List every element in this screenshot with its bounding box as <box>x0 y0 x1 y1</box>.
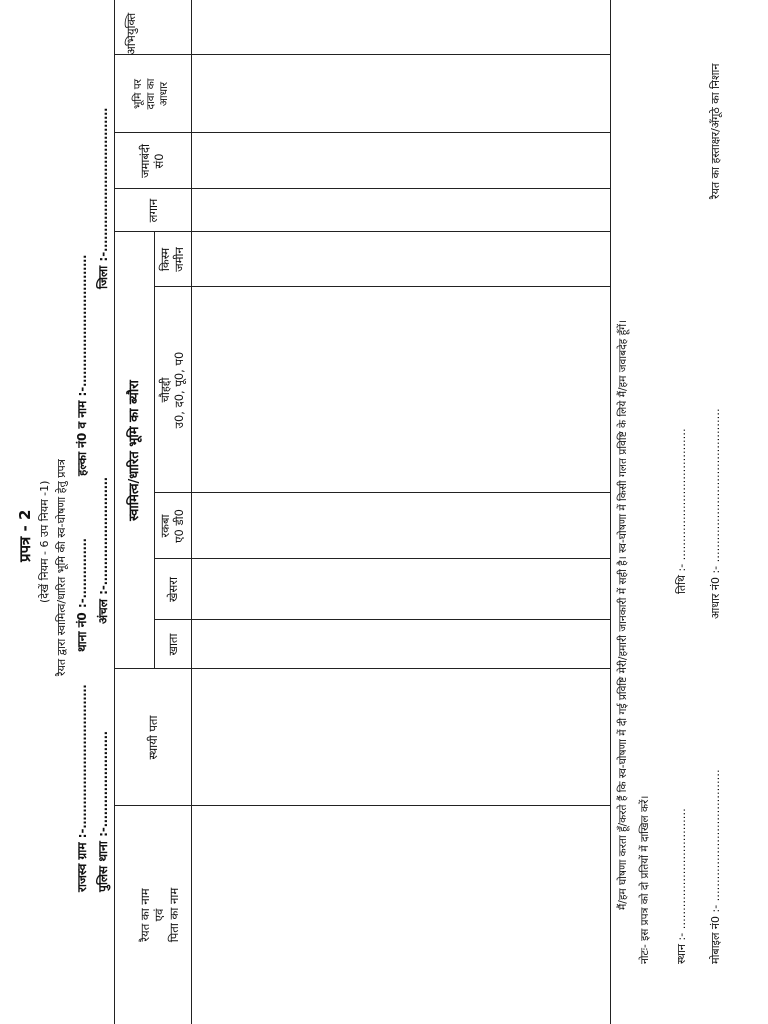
col-line-4 <box>154 558 610 559</box>
col-line-6 <box>154 286 610 287</box>
header-chauhaddi-line1: चौहद्दी <box>158 377 172 403</box>
col-line-3 <box>154 619 610 620</box>
header-jamabandi-line1: जमाबंदी <box>138 143 152 179</box>
header-name-line3: पिता का नाम <box>166 887 181 943</box>
header-basis-line3: आधार <box>158 81 171 107</box>
district-field: जिला :-……………………………… <box>96 107 110 289</box>
aadhaar-field: आधार नं0 :- …………………………………… <box>709 408 722 619</box>
revenue-village-field: राजस्व ग्राम :-……………………………… <box>75 684 89 892</box>
signature-label: रैयत का हस्ताक्षर/अँगूठे का निशान <box>709 63 722 199</box>
col-line-2 <box>114 668 610 669</box>
header-bottom-border <box>191 0 192 1024</box>
header-jamabandi <box>138 133 167 189</box>
col-line-7 <box>114 231 610 232</box>
col-line-9 <box>114 132 610 133</box>
header-land-group: स्वामित्व/धारित भूमि का ब्यौरा <box>127 380 142 521</box>
halka-field: हल्का नं0 व नाम :-…………………………… <box>75 254 89 476</box>
header-basis <box>132 55 171 133</box>
header-basis-line1: भूमि पर <box>132 79 144 109</box>
police-station-field: पुलिस थाना :-…………………… <box>96 731 110 892</box>
col-line-8 <box>114 188 610 189</box>
mobile-field: मोबाइल नं0 :- ……………………………… <box>709 769 722 964</box>
form-subtitle: (देखें नियम - 6 उप नियम -1) <box>38 480 51 603</box>
header-name-line1: रैयत का नाम <box>138 888 152 942</box>
place-field: स्थान :- …………………………… <box>675 808 688 964</box>
header-remarks: अभियुक्ति <box>124 12 138 55</box>
thana-no-field: थाना नं0 :-…………… <box>75 538 89 652</box>
form-description: रैयत द्वारा स्वामित्व/धारित भूमि की स्व-घोषणा हेतु प्रपत्र <box>55 459 68 676</box>
header-rakba-line1: रकबा <box>158 514 172 538</box>
header-khata: खाता <box>166 633 180 656</box>
header-kism-line1: किस्म <box>158 247 172 272</box>
header-chauhaddi-line2: उ0, द0, पू0, प0 <box>172 351 187 429</box>
date-field: तिथि :- ……………………………… <box>675 428 688 594</box>
col-line-5 <box>154 492 610 493</box>
note-text: नोटः- इस प्रपत्र को दो प्रतियों में दाखिल करें। <box>639 795 651 964</box>
header-name-line2: एवं <box>152 908 167 922</box>
header-kism <box>158 232 187 287</box>
anchal-field: अंचल :-……………………… <box>96 477 110 624</box>
header-rakba <box>158 493 187 559</box>
header-address: स्थायी पता <box>146 715 160 760</box>
header-kism-line2: जमीन <box>172 247 187 272</box>
header-name <box>138 806 181 1024</box>
header-basis-line2: दावा का <box>145 78 158 110</box>
header-rakba-line2: ए0 डी0 <box>172 509 187 543</box>
declaration-text: मैं/हम घोषणा करता हूँ/करते हैं कि स्व-घोषणा में दी गई प्रविष्टि मेरी/हमारी जानकारी में सही है। स्व-घोषणा में किसी गलत प्रविष्टि के लिये मैं/हम जवाबदेह हूँगें। <box>617 319 629 910</box>
header-jamabandi-line2: सं0 <box>152 153 167 169</box>
group-header-divider <box>154 232 155 669</box>
header-lagan: लगान <box>146 198 160 223</box>
header-khesra: खेसरा <box>166 577 180 602</box>
header-chauhaddi <box>158 287 187 493</box>
form-title: प्रपत्र - 2 <box>16 509 34 562</box>
table-top-border <box>114 0 115 1024</box>
table-bottom-border <box>610 0 611 1024</box>
col-line-10 <box>114 54 610 55</box>
col-line-1 <box>114 805 610 806</box>
land-details-table <box>114 0 610 1024</box>
